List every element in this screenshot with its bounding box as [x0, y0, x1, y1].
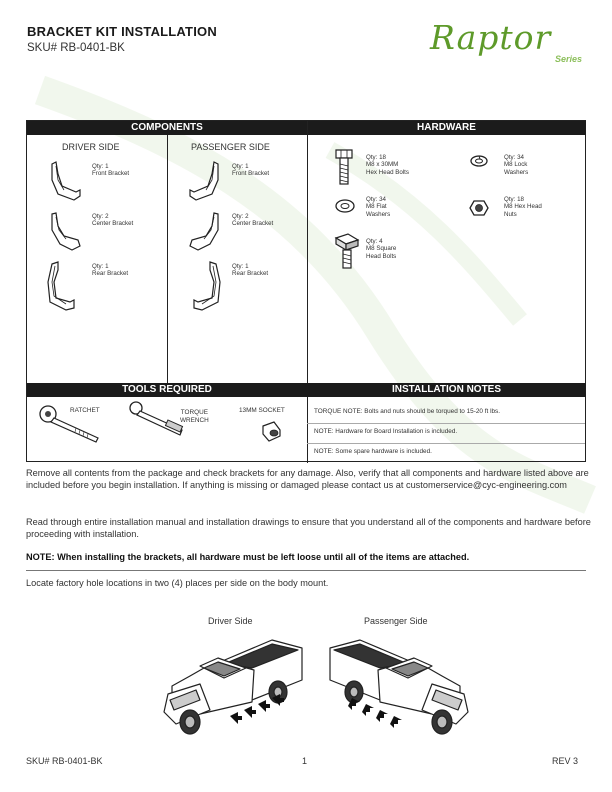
loose-hardware-note: NOTE: When installing the brackets, all hardware must be left loose until all of the items are attached.: [26, 552, 470, 562]
center-bracket-icon: [46, 210, 86, 255]
passenger-side-label: PASSENGER SIDE: [191, 142, 270, 152]
item-qty: Qty: 4: [366, 238, 383, 245]
item-name: Front Bracket: [92, 170, 130, 178]
torque-wrench-icon: [128, 400, 188, 438]
tool-name: TORQUE: [180, 409, 208, 416]
instructions-paragraph: Read through entire installation manual and installation drawings to ensure that you understand all of the components and hardware before proceeding with installation.: [26, 517, 591, 539]
item-name: Nuts: [504, 210, 517, 218]
hardware-item: [366, 154, 409, 176]
item-name: Center Bracket: [232, 220, 274, 228]
tool-name: 13MM SOCKET: [239, 407, 285, 414]
driver-side-label: DRIVER SIDE: [62, 142, 120, 152]
hardware-item: [504, 196, 542, 218]
hardware-item: [504, 154, 528, 176]
footer-sku: SKU# RB-0401-BK: [26, 756, 103, 766]
center-bracket-icon: [184, 210, 224, 255]
item-qty: Qty: 2: [232, 213, 249, 220]
item-name: Head Bolts: [366, 252, 397, 260]
components-header: COMPONENTS: [27, 121, 307, 135]
driver-side-truck-illustration: [160, 630, 310, 740]
flat-washer-icon: [334, 198, 356, 214]
driver-side-caption: Driver Side: [208, 616, 253, 626]
square-bolt-icon: [334, 232, 360, 270]
divider: [307, 423, 585, 424]
item-name: M8 Square: [366, 245, 397, 253]
item-qty: Qty: 1: [232, 263, 249, 270]
column-divider: [307, 121, 308, 463]
hex-bolt-icon: [334, 148, 354, 188]
notes-header: INSTALLATION NOTES: [307, 383, 586, 397]
logo-subtext: Series: [554, 54, 582, 64]
item-name: Center Bracket: [92, 220, 134, 228]
tool-label: [239, 407, 285, 415]
item-qty: Qty: 18: [366, 154, 386, 161]
passenger-side-caption: Passenger Side: [364, 616, 428, 626]
component-item: [92, 263, 128, 278]
component-item: [92, 213, 133, 228]
item-qty: Qty: 1: [232, 163, 249, 170]
passenger-side-truck-illustration: [322, 630, 472, 740]
item-name: Front Bracket: [232, 170, 270, 178]
socket-icon: [260, 420, 284, 444]
item-name: M8 Flat: [366, 203, 387, 211]
instructions-paragraph: Remove all contents from the package and check brackets for any damage. Also, verify that all components and hardware listed above are included before you begin installation. If anything is missing or damaged please contact us at customerservice@cyc-engineering.com: [26, 468, 589, 490]
brand-logo: [430, 18, 590, 73]
component-item: [232, 263, 268, 278]
hardware-item: [366, 196, 390, 218]
installation-note: NOTE: Some spare hardware is included.: [314, 448, 432, 455]
item-name: Rear Bracket: [92, 270, 129, 278]
item-name: M8 Hex Head: [504, 203, 542, 211]
hex-nut-icon: [469, 199, 489, 217]
lock-washer-icon: [469, 154, 489, 168]
tool-name: RATCHET: [70, 407, 100, 414]
item-name: Washers: [366, 210, 391, 218]
item-name: M8 Lock: [504, 161, 528, 169]
item-name: Rear Bracket: [232, 270, 269, 278]
logo-text: Raptor: [430, 18, 552, 57]
item-name: Hex Head Bolts: [366, 168, 409, 176]
step-instruction: Locate factory hole locations in two (4) places per side on the body mount.: [26, 578, 329, 588]
item-qty: Qty: 1: [92, 163, 109, 170]
column-divider: [167, 135, 168, 383]
page-title: BRACKET KIT INSTALLATION: [27, 24, 217, 39]
hardware-header: HARDWARE: [307, 121, 586, 135]
rear-bracket-icon: [44, 260, 84, 312]
installation-note: TORQUE NOTE: Bolts and nuts should be torqued to 15-20 ft lbs.: [314, 408, 501, 415]
rear-bracket-icon: [184, 260, 224, 312]
item-qty: Qty: 1: [92, 263, 109, 270]
item-name: M8 x 30MM: [366, 161, 399, 169]
tool-name: WRENCH: [180, 416, 209, 424]
item-name: Washers: [504, 168, 529, 176]
divider: [26, 570, 586, 571]
item-qty: Qty: 2: [92, 213, 109, 220]
component-item: [232, 163, 269, 178]
item-qty: Qty: 34: [366, 196, 386, 203]
component-item: [232, 213, 273, 228]
item-qty: Qty: 18: [504, 196, 524, 203]
installation-note: NOTE: Hardware for Board Installation is included.: [314, 428, 458, 435]
front-bracket-icon: [184, 160, 224, 205]
component-item: [92, 163, 129, 178]
tool-label: [180, 409, 209, 424]
front-bracket-icon: [46, 160, 86, 205]
sku-number: SKU# RB-0401-BK: [27, 42, 125, 54]
divider: [307, 443, 585, 444]
hardware-item: [366, 238, 396, 260]
page-number: 1: [302, 756, 308, 766]
tool-label: [70, 407, 100, 415]
tools-header: TOOLS REQUIRED: [27, 383, 307, 397]
revision-label: REV 3: [552, 756, 579, 766]
item-qty: Qty: 34: [504, 154, 524, 161]
